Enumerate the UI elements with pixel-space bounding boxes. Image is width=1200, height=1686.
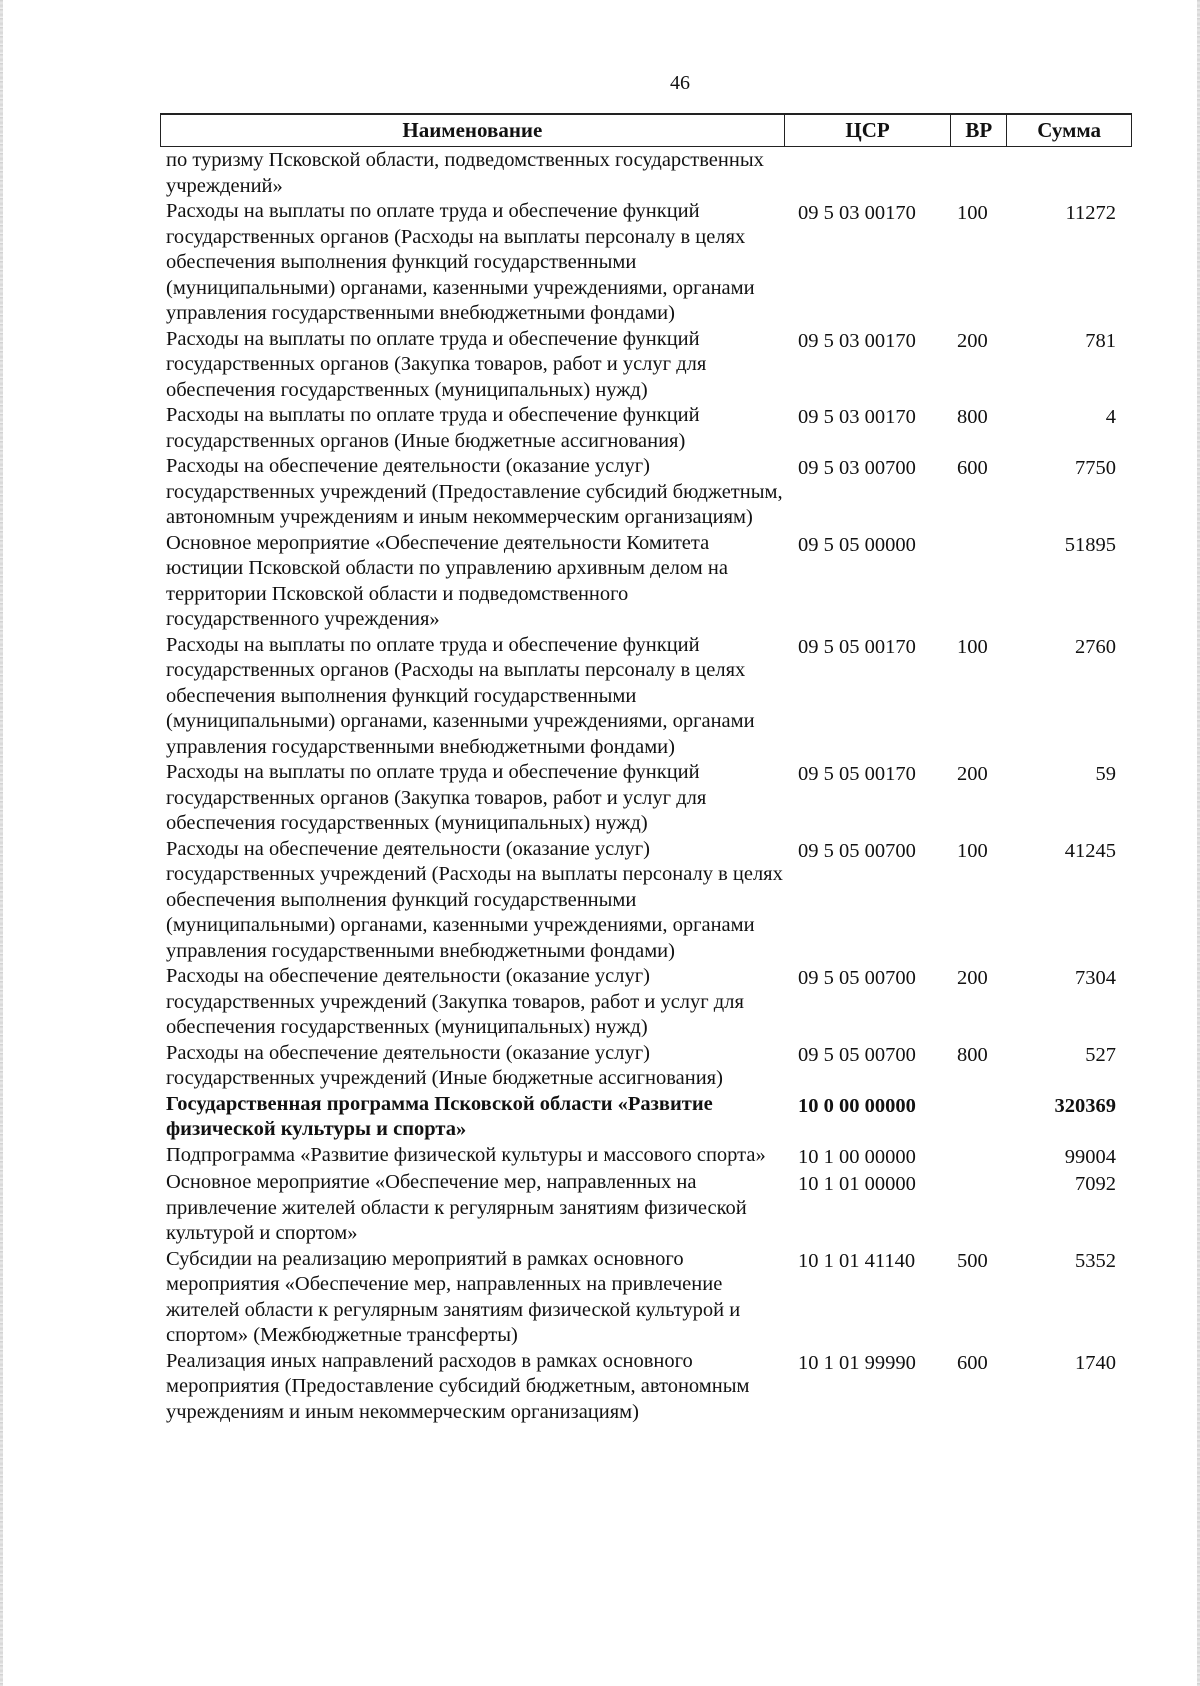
table-row [162,760,1132,837]
table-row [162,1143,1132,1171]
row-name: Реализация иных направлений расходов в рамках основного мероприятия (Предоставление субсидий бюджетным, автономным учреждениям и иным некоммерческим организациям) [166,1349,750,1423]
row-name: Государственная программа Псковской области «Развитие физической культуры и спорта» [166,1092,713,1140]
header-sum: Сумма [1037,118,1102,142]
row-vr: 200 [957,329,988,352]
header-name: Наименование [161,115,785,146]
table-row [162,327,1132,404]
row-name: Расходы на выплаты по оплате труда и обеспечение функций государственных органов (Расходы на выплаты персоналу в целях обеспечения выполнения функций государственными (муниципальными) органами, казенными учреждениями, органами управления государственными внебюджетными фондами) [166,200,755,324]
row-sum: 1740 [1075,1351,1116,1374]
row-vr: 500 [957,1249,988,1272]
row-csr [784,148,949,150]
row-vr: 800 [957,1043,988,1066]
row-sum [1011,148,1132,150]
row-sum: 7092 [1075,1173,1116,1195]
row-vr [949,531,1011,533]
table-row [162,403,1132,454]
row-sum: 41245 [1064,839,1116,862]
row-name: Расходы на обеспечение деятельности (оказание услуг) государственных учреждений (Закупка товаров, работ и услуг для обеспечения государственных (муниципальных) нужд) [166,965,744,1038]
row-name: Расходы на обеспечение деятельности (оказание услуг) государственных учреждений (Расходы на выплаты персоналу в целях обеспечения выполнения функций государственными (муниципальными) органами, казенными учреждениями, органами управления государственными внебюджетными фондами) [166,837,783,962]
table-row [162,1349,1132,1426]
row-sum: 781 [1085,329,1116,352]
row-sum: 527 [1085,1043,1116,1066]
table-row [162,1041,1132,1092]
row-name: Субсидии на реализацию мероприятий в рамках основного мероприятия «Обеспечение мер, направленных на привлечение жителей области к регулярным занятиям физической культурой и спортом» (Межбюджетные трансферты) [166,1247,741,1346]
table-row [162,1170,1132,1247]
row-csr: 09 5 05 00170 [798,635,916,658]
row-csr: 09 5 05 00170 [798,763,916,785]
row-vr: 100 [957,635,988,658]
row-vr: 800 [957,406,988,428]
row-sum: 7750 [1075,457,1116,479]
row-csr: 09 5 03 00170 [798,202,916,224]
row-vr: 600 [957,457,988,479]
row-sum: 7304 [1075,967,1116,989]
row-csr: 10 0 00 00000 [798,1094,916,1117]
row-sum: 59 [1095,763,1116,785]
row-name: Расходы на выплаты по оплате труда и обеспечение функций государственных органов (Закупка товаров, работ и услуг для обеспечения государственных (муниципальных) нужд) [166,761,707,834]
table-row [162,1092,1132,1143]
header-csr: ЦСР [785,115,952,146]
row-sum: 99004 [1064,1145,1116,1168]
table-row [162,531,1132,633]
row-name: Расходы на выплаты по оплате труда и обеспечение функций государственных органов (Расходы на выплаты персоналу в целях обеспечения выполнения функций государственными (муниципальными) органами, казенными учреждениями, органами управления государственными внебюджетными фондами) [166,633,755,758]
row-csr: 10 1 01 41140 [798,1249,916,1272]
table-row [162,148,1132,199]
row-vr: 100 [957,202,988,224]
scan-edge-left [0,0,3,1686]
row-vr [949,1092,1011,1094]
row-sum: 5352 [1075,1249,1116,1272]
row-csr: 09 5 05 00700 [798,839,916,862]
row-csr: 09 5 03 00170 [798,329,916,352]
row-name: Подпрограмма «Развитие физической культуры и массового спорта» [166,1143,766,1166]
row-csr: 09 5 05 00000 [798,533,916,556]
row-name: Расходы на выплаты по оплате труда и обеспечение функций государственных органов (Закупка товаров, работ и услуг для обеспечения государственных (муниципальных) нужд) [166,327,707,401]
row-sum: 320369 [1054,1094,1116,1117]
table-body [162,148,1132,1425]
row-csr: 10 1 00 00000 [798,1145,916,1168]
row-vr [949,1170,1011,1172]
row-name: Основное мероприятие «Обеспечение мер, направленных на привлечение жителей области к регулярным занятиям физической культурой и спортом» [166,1171,747,1244]
row-name: по туризму Псковской области, подведомственных государственных учреждений» [166,149,764,197]
row-name: Основное мероприятие «Обеспечение деятельности Комитета юстиции Псковской области по управлению архивным делом на территории Псковской области и подведомственного государственного учреждения» [166,531,728,630]
table-row [162,1247,1132,1349]
row-csr: 09 5 03 00700 [798,457,916,479]
row-csr: 10 1 01 00000 [798,1173,916,1195]
row-name: Расходы на выплаты по оплате труда и обеспечение функций государственных органов (Иные бюджетные ассигнования) [166,404,700,452]
row-csr: 09 5 03 00170 [798,406,916,428]
row-vr: 600 [957,1351,988,1374]
row-csr: 09 5 05 00700 [798,1043,916,1066]
row-vr: 200 [957,763,988,785]
row-name: Расходы на обеспечение деятельности (оказание услуг) государственных учреждений (Иные бюджетные ассигнования) [166,1041,723,1089]
row-name: Расходы на обеспечение деятельности (оказание услуг) государственных учреждений (Предоставление субсидий бюджетным, автономным учреждениям и иным некоммерческим организациям) [166,455,783,528]
row-vr [949,1143,1011,1145]
table-header [160,113,1132,147]
row-vr: 100 [957,839,988,862]
row-sum: 11272 [1065,202,1116,224]
row-sum: 2760 [1075,635,1116,658]
row-csr: 10 1 01 99990 [798,1351,916,1374]
table-row [162,964,1132,1041]
table-row [162,633,1132,761]
header-vr: ВР [951,115,1007,146]
table-row [162,454,1132,531]
row-sum: 51895 [1064,533,1116,556]
row-vr: 200 [957,967,988,989]
table-row [162,199,1132,327]
row-sum: 4 [1105,406,1116,428]
row-vr [949,148,1011,150]
row-csr: 09 5 05 00700 [798,967,916,989]
page-number: 46 [670,72,690,94]
table-row [162,837,1132,965]
